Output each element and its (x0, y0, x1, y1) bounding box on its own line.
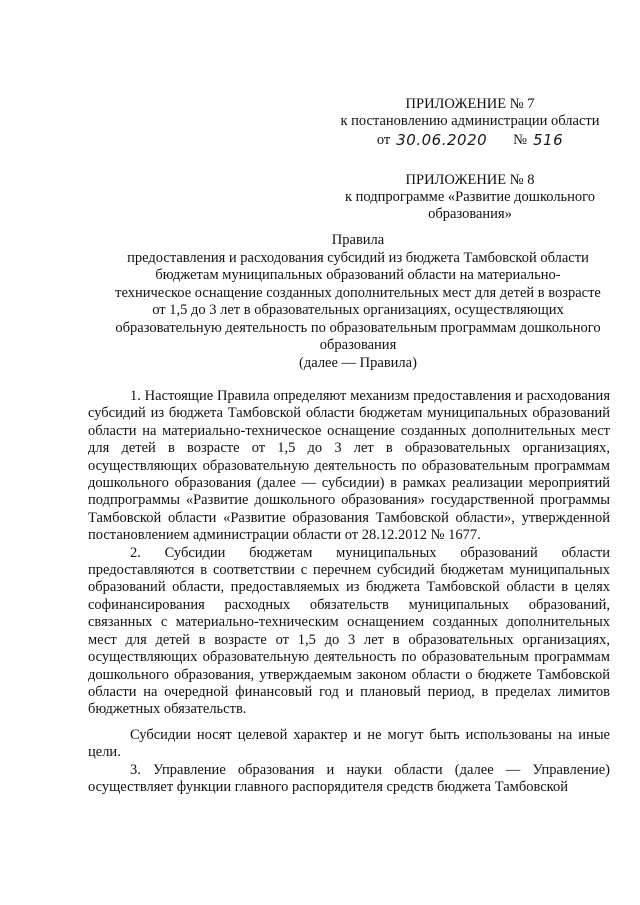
paragraph-1: 1. Настоящие Правила определяют механизм предоставления и расходования субсидий из бюджета Тамбовской области бюджетам муниципальных образований области на материально-техническое оснащение созданных дополнительных мест для детей в возрасте от 1,5 до 3 лет в образовательных организациях, осуществляющих образовательную деятельность по образовательным программам дошкольного образования (далее — субсидии) в рамках реализации мероприятий подпрограммы «Развитие дошкольного образования» государственной программы Тамбовской области «Развитие образования Тамбовской области», утвержденной постановлением администрации области от 28.12.2012 № 1677. (88, 388, 610, 544)
handwritten-number: 516 (533, 131, 564, 149)
rules-heading-line: от 1,5 до 3 лет в образовательных организациях, осуществляющих (152, 302, 564, 318)
appendix-8-reference-cont: образования» (428, 206, 512, 222)
appendix-7-title: ПРИЛОЖЕНИЕ № 7 (405, 96, 535, 112)
appendix-8-block (330, 172, 610, 223)
rules-heading-line: образовательную деятельность по образовательным программам дошкольного (115, 319, 601, 336)
paragraph-2-note: Субсидии носят целевой характер и не могут быть использованы на иные цели. (88, 726, 610, 761)
rules-title: Правила (331, 232, 385, 248)
appendix-7-date-row (330, 132, 610, 149)
date-prefix: от (376, 132, 391, 148)
rules-heading-line: предоставления и расходования субсидий из бюджета Тамбовской области (127, 249, 589, 266)
number-prefix: № (513, 132, 527, 148)
rules-heading-line: образования (319, 337, 397, 353)
document-body (88, 388, 610, 796)
paragraph-3: 3. Управление образования и науки области (далее — Управление) осуществляет функции главного распорядителя средств бюджета Тамбовской (88, 761, 610, 795)
appendix-7-block (330, 96, 610, 149)
appendix-7-reference: к постановлению администрации области (340, 113, 600, 129)
rules-heading (88, 232, 628, 372)
appendix-8-reference: к подпрограмме «Развитие дошкольного (344, 189, 596, 205)
rules-heading-line: (далее — Правила) (299, 354, 417, 371)
rules-heading-line: бюджетам муниципальных образований области на материально- (155, 267, 561, 283)
handwritten-date: 30.06.2020 (396, 131, 488, 149)
rules-heading-line: техническое оснащение созданных дополнительных мест для детей в возрасте (115, 284, 601, 301)
paragraph-2: 2. Субсидии бюджетам муниципальных образований области предоставляются в соответствии с перечнем субсидий бюджетам муниципальных образований области, предоставляемых из бюджета Тамбовской области в целях софинансирования расходных обязательств муниципальных образований, связанных с материально-техническим оснащением созданных дополнительных мест для детей в возрасте от 1,5 до 3 лет в образовательных организациях, осуществляющих образовательную деятельность по образовательным программам дошкольного образования, утверждаемым законом области о бюджете Тамбовской области на очередной финансовый год и плановый период, в пределах лимитов бюджетных обязательств. (88, 544, 610, 718)
appendix-8-title: ПРИЛОЖЕНИЕ № 8 (405, 172, 535, 188)
